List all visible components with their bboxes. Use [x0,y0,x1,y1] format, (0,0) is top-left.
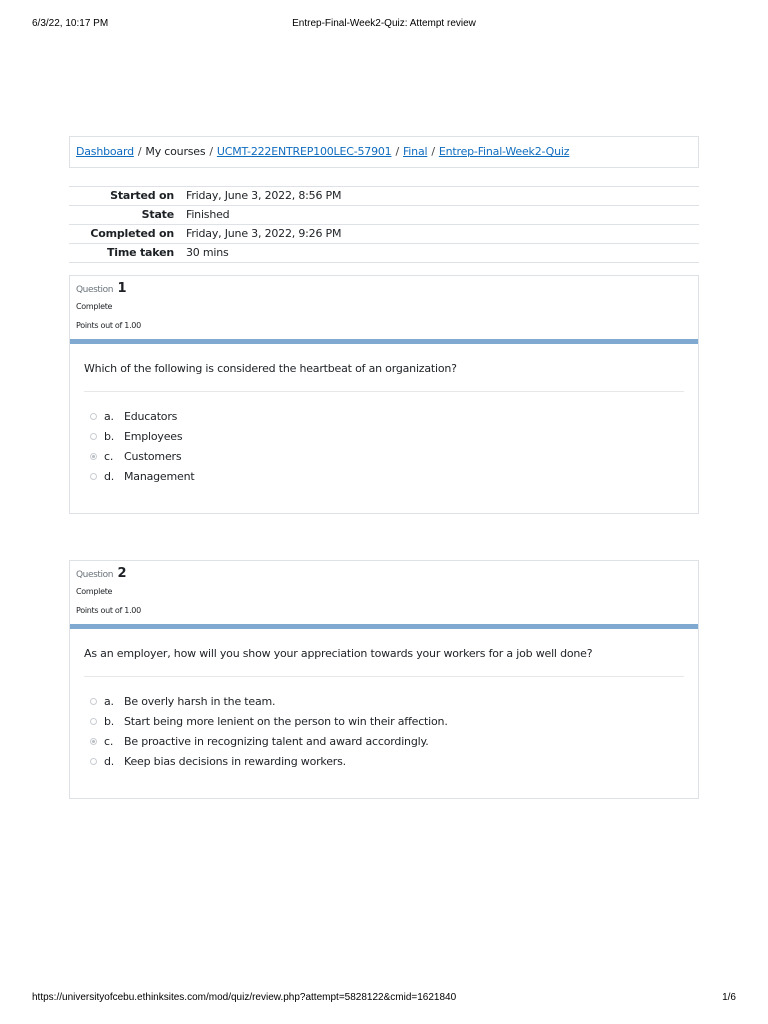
question-info [70,561,698,624]
answer-list [84,392,684,502]
breadcrumb-section-link[interactable]: Final [402,145,428,158]
answer-option-c[interactable] [84,446,684,466]
summary-label: Time taken [69,244,180,263]
question-info [70,276,698,339]
answer-option-d[interactable] [84,751,684,771]
breadcrumb-my-courses: My courses [145,145,206,158]
summary-value: Friday, June 3, 2022, 8:56 PM [180,187,699,206]
answer-letter: d. [104,469,115,483]
radio-icon[interactable] [90,413,97,420]
question-1 [69,275,699,514]
answer-letter: b. [104,429,115,443]
question-content [70,344,698,502]
radio-icon[interactable] [90,718,97,725]
print-page-title: Entrep-Final-Week2-Quiz: Attempt review [292,18,476,29]
answer-option-d[interactable] [84,466,684,486]
breadcrumb-course-link[interactable]: UCMT-222ENTREP100LEC-57901 [216,145,392,158]
summary-value: Friday, June 3, 2022, 9:26 PM [180,225,699,244]
summary-label: State [69,206,180,225]
attempt-summary-table [69,186,699,263]
radio-checked-icon[interactable] [90,738,97,745]
answer-text: Educators [124,409,178,423]
summary-row-time-taken [69,244,699,263]
question-prefix: Question [76,570,114,580]
question-text: Which of the following is considered the heartbeat of an organization? [84,344,684,392]
print-page-number: 1/6 [722,992,736,1003]
radio-checked-icon[interactable] [90,453,97,460]
answer-text: Keep bias decisions in rewarding workers. [124,754,346,768]
radio-icon[interactable] [90,698,97,705]
answer-letter: b. [104,714,115,728]
answer-text: Employees [124,429,183,443]
summary-label: Started on [69,187,180,206]
print-datetime: 6/3/22, 10:17 PM [32,18,109,29]
summary-row-completed [69,225,699,244]
question-number-value: 1 [117,281,127,296]
question-text: As an employer, how will you show your appreciation towards your workers for a job well done? [84,629,684,677]
summary-value: Finished [180,206,699,225]
answer-text: Management [124,469,195,483]
question-content [70,629,698,787]
answer-letter: d. [104,754,115,768]
breadcrumb-quiz-link[interactable]: Entrep-Final-Week2-Quiz [438,145,570,158]
question-prefix: Question [76,285,114,295]
print-url: https://universityofcebu.ethinksites.com/mod/quiz/review.php?attempt=5828122&cmid=1621840 [32,992,457,1003]
radio-icon[interactable] [90,433,97,440]
answer-text: Start being more lenient on the person to win their affection. [124,714,448,728]
question-state: Complete [76,587,113,596]
breadcrumb-separator: / [431,145,435,158]
answer-option-a[interactable] [84,406,684,426]
answer-letter: c. [104,734,114,748]
radio-icon[interactable] [90,473,97,480]
answer-option-b[interactable] [84,711,684,731]
answer-option-a[interactable] [84,691,684,711]
question-state: Complete [76,302,113,311]
breadcrumb-separator: / [209,145,213,158]
question-number-value: 2 [117,566,127,581]
radio-icon[interactable] [90,758,97,765]
summary-row-started [69,187,699,206]
summary-row-state [69,206,699,225]
answer-letter: a. [104,694,114,708]
breadcrumb-dashboard-link[interactable]: Dashboard [76,145,134,158]
answer-text: Customers [124,449,182,463]
summary-label: Completed on [69,225,180,244]
answer-text: Be proactive in recognizing talent and award accordingly. [124,734,429,748]
answer-option-c[interactable] [84,731,684,751]
question-number [76,282,698,297]
breadcrumb-separator: / [395,145,399,158]
breadcrumb-separator: / [137,145,142,158]
breadcrumb [69,136,699,168]
summary-value: 30 mins [180,244,699,263]
answer-option-b[interactable] [84,426,684,446]
question-2 [69,560,699,799]
question-grade: Points out of 1.00 [76,321,141,330]
question-number [76,567,698,582]
answer-text: Be overly harsh in the team. [124,694,276,708]
answer-letter: a. [104,409,114,423]
answer-letter: c. [104,449,114,463]
answer-list [84,677,684,787]
question-grade: Points out of 1.00 [76,606,141,615]
